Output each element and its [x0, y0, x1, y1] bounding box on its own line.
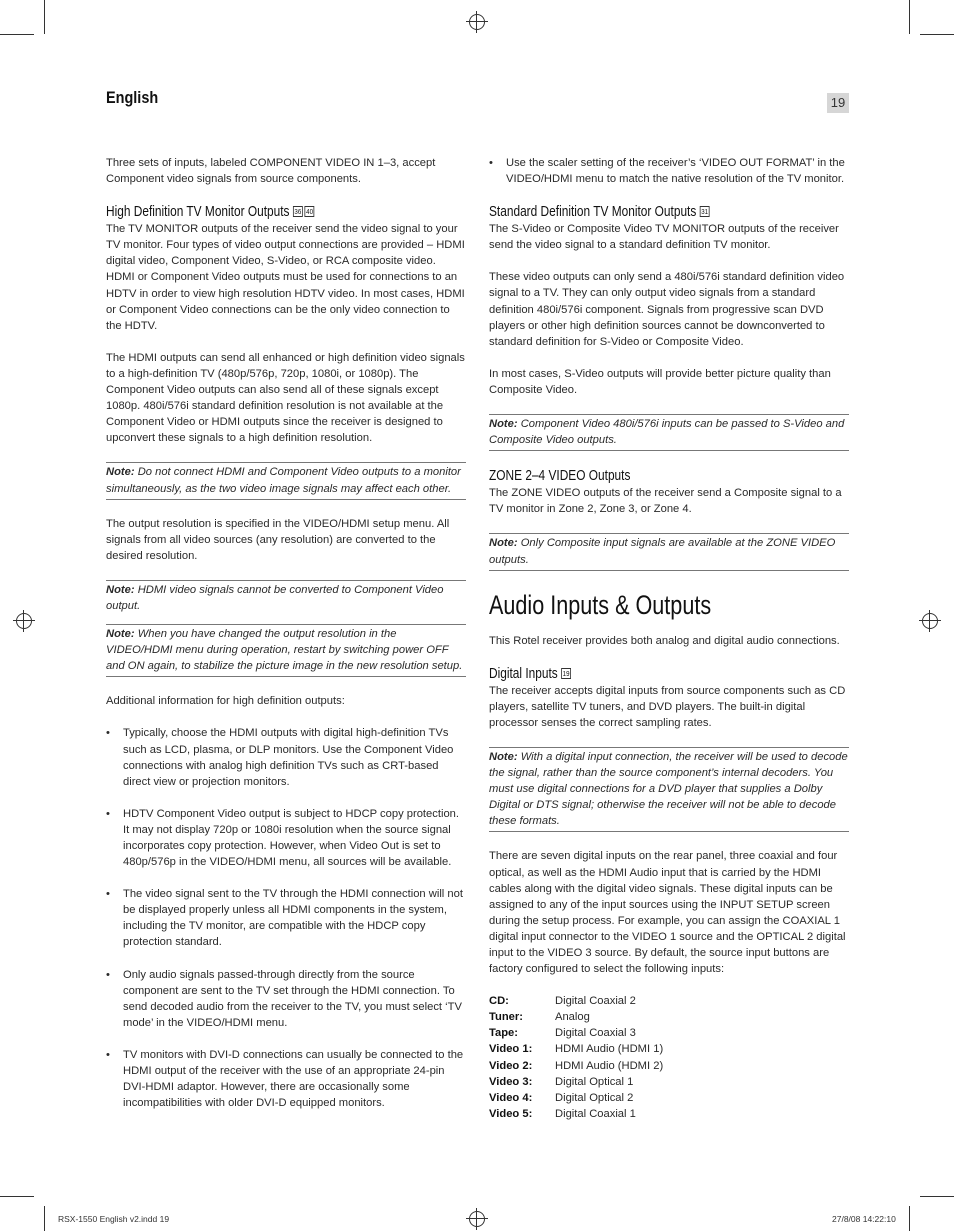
note-box	[106, 462, 466, 499]
source-cell: Video 2:	[489, 1059, 533, 1072]
crop-mark	[920, 1196, 954, 1197]
table-row	[489, 1090, 663, 1106]
bullet-list	[106, 725, 466, 1111]
note-label: Note:	[106, 628, 135, 641]
audio-heading: Audio Inputs & Outputs	[489, 589, 712, 620]
paragraph: In most cases, S-Video outputs will provide better picture quality than Composite Video.	[489, 367, 831, 396]
figure-ref: 31	[701, 207, 709, 217]
input-cell: HDMI Audio (HDMI 2)	[555, 1059, 664, 1072]
crop-mark	[909, 0, 910, 34]
section-heading	[489, 665, 784, 683]
input-table	[489, 993, 663, 1122]
crop-mark	[0, 1196, 34, 1197]
figure-ref: 19	[562, 668, 570, 678]
input-cell: Digital Coaxial 3	[555, 1027, 636, 1040]
note-label: Note:	[489, 537, 518, 550]
input-cell: HDMI Audio (HDMI 1)	[555, 1043, 664, 1056]
registration-mark-icon	[469, 1211, 485, 1227]
table-row	[489, 1041, 663, 1057]
source-cell: Video 4:	[489, 1091, 533, 1104]
input-cell: Digital Coaxial 1	[555, 1107, 636, 1120]
registration-mark-icon	[922, 613, 938, 629]
note-text: When you have changed the output resolution in the VIDEO/HDMI menu during operation, restart by switching power OFF and ON again, to stabilize the picture image in the new resolution setup.	[106, 628, 463, 673]
footer-timestamp: 27/8/08 14:22:10	[832, 1214, 896, 1224]
paragraph: There are seven digital inputs on the rear panel, three coaxial and four optical, as well as the HDMI Audio input that is carried by the HDMI cables along with the digital video signals. These digital inputs can be assigned to any of the input sources using the INPUT SETUP screen during the setup process. For example, you can assign the COAXIAL 1 digital input connector to the VIDEO 1 source and the OPTICAL 2 digital input to the VIDEO 3 source. By default, the source input buttons are factory configured to select the following inputs:	[489, 850, 846, 976]
registration-mark-icon	[469, 14, 485, 30]
note-text: With a digital input connection, the receiver will be used to decode the signal, rather than the source component’s internal decoders. You must use digital connections for a DVD player that supplies a Dolby Digital or DTS signal; otherwise the receiver will not be able to decode these formats.	[489, 750, 848, 828]
table-row	[489, 1009, 663, 1025]
table-row	[489, 993, 663, 1009]
crop-mark	[909, 1206, 910, 1231]
footer-file: RSX-1550 English v2.indd 19	[58, 1214, 170, 1224]
note-box	[106, 624, 466, 677]
source-cell: Video 5:	[489, 1107, 533, 1120]
input-cell: Digital Optical 2	[555, 1091, 634, 1104]
source-cell: Video 1:	[489, 1043, 533, 1056]
source-cell: Tape:	[489, 1027, 519, 1040]
paragraph: The S-Video or Composite Video TV MONITOR outputs of the receiver send the video signal to a standard definition TV monitor.	[489, 223, 839, 252]
source-cell: Tuner:	[489, 1011, 523, 1024]
right-column	[489, 155, 849, 1122]
list-item: • Use the scaler setting of the receiver’s ‘VIDEO OUT FORMAT’ in the VIDEO/HDMI menu to match the native resolution of the TV monitor.	[489, 155, 849, 187]
figure-ref: 36	[294, 207, 302, 217]
note-text: HDMI video signals cannot be converted to Component Video output.	[106, 583, 444, 612]
source-cell: Video 3:	[489, 1075, 533, 1088]
paragraph: The HDMI outputs can send all enhanced or high definition video signals to a high-definition TV (480p/576p, 720p, 1080i, or 1080p). The Component Video outputs can also send all of these signals except 1080p. 480i/576i standard definition resolution is not available at the Component Video or HDMI outputs since the receiver is designed to upconvert these signals to a high definition resolution.	[106, 351, 465, 445]
note-box	[489, 414, 849, 451]
note-text: Do not connect HDMI and Component Video outputs to a monitor simultaneously, as the two video image signals may affect each other.	[106, 466, 461, 495]
section-heading	[489, 203, 784, 221]
crop-mark	[920, 34, 954, 35]
table-row	[489, 1058, 663, 1074]
input-cell: Digital Optical 1	[555, 1075, 634, 1088]
list-item: • Typically, choose the HDMI outputs with digital high-definition TVs such as LCD, plasma, or DLP monitors. Use the Component Video connections with analog high definition TVs such as CRT-based direct view or projection monitors.	[106, 725, 466, 789]
source-cell: CD:	[489, 995, 509, 1008]
paragraph: The ZONE VIDEO outputs of the receiver send a Composite signal to a TV monitor in Zone 2, Zone 3, or Zone 4.	[489, 487, 842, 516]
bullet-list	[489, 155, 849, 187]
paragraph: This Rotel receiver provides both analog and digital audio connections.	[489, 634, 840, 647]
sd-heading: Standard Definition TV Monitor Outputs	[489, 204, 697, 221]
list-item: • Only audio signals passed-through directly from the source component are sent to the TV set through the HDMI connection. To send decoded audio from the receiver to the TV, you must select ‘TV mode’ in the VIDEO/HDMI menu.	[106, 967, 466, 1031]
figure-ref: 40	[306, 207, 314, 217]
paragraph: The receiver accepts digital inputs from source components such as CD players, satellite TV tuners, and DVD players. The built-in digital processor senses the correct sampling rates.	[489, 684, 846, 729]
note-label: Note:	[489, 418, 518, 431]
note-label: Note:	[106, 466, 135, 479]
left-column	[106, 155, 466, 1127]
paragraph: The output resolution is specified in the VIDEO/HDMI setup menu. All signals from all video sources (any resolution) are converted to the desired resolution.	[106, 517, 450, 562]
table-row	[489, 1025, 663, 1041]
paragraph: The TV MONITOR outputs of the receiver send the video signal to your TV monitor. Four types of video output connections are provided – HDMI digital video, Component Video, S-Video, or RCA composite video. HDMI or Component Video outputs must be used for connections to an HDTV in order to view high resolution HDTV video. In most cases, HDMI or Component Video connections can be the only video connection to the HDTV.	[106, 223, 465, 332]
input-cell: Analog	[555, 1011, 590, 1024]
note-box	[489, 533, 849, 570]
crop-mark	[44, 0, 45, 34]
section-heading: ZONE 2–4 VIDEO Outputs	[489, 468, 631, 485]
note-box	[489, 747, 849, 832]
registration-mark-icon	[16, 613, 32, 629]
list-item: • The video signal sent to the TV through the HDMI connection will not be displayed properly unless all HDMI components in the system, including the TV monitor, are compatible with the HDCP copy protection standard.	[106, 886, 466, 950]
note-label: Note:	[489, 750, 518, 763]
language-heading: English	[106, 88, 159, 107]
table-row	[489, 1106, 663, 1122]
crop-mark	[44, 1206, 45, 1231]
note-box	[106, 580, 466, 616]
note-label: Note:	[106, 583, 135, 596]
digital-heading: Digital Inputs	[489, 665, 558, 682]
section-heading	[106, 203, 401, 221]
page-number: 19	[827, 93, 849, 113]
input-cell: Digital Coaxial 2	[555, 995, 636, 1008]
intro-paragraph: Three sets of inputs, labeled COMPONENT VIDEO IN 1–3, accept Component video signals from source components.	[106, 157, 436, 186]
list-item: • TV monitors with DVI-D connections can usually be connected to the HDMI output of the receiver with the use of an appropriate 24-pin DVI-HDMI adaptor. However, there are occasionally some incompatibilities with older DVI-D equipped monitors.	[106, 1047, 466, 1111]
paragraph: These video outputs can only send a 480i/576i standard definition video signal to a TV. They can only output video signals from a standard definition 480i/576i component. Signals from progressive scan DVD players or other high definition sources cannot be downconverted to standard definition for S-Video or Composite Video.	[489, 271, 845, 348]
hd-heading: High Definition TV Monitor Outputs	[106, 204, 290, 221]
table-row	[489, 1074, 663, 1090]
note-text: Only Composite input signals are available at the ZONE VIDEO outputs.	[489, 537, 836, 566]
paragraph: Additional information for high definition outputs:	[106, 695, 345, 708]
list-item: • HDTV Component Video output is subject to HDCP copy protection. It may not display 720p or 1080i resolution when the source signal incorporates copy protection. However, when Video Out is set to 480p/576p in the VIDEO/HDMI menu, all sources will be available.	[106, 806, 466, 870]
note-text: Component Video 480i/576i inputs can be passed to S-Video and Composite Video outputs.	[489, 418, 845, 447]
crop-mark	[0, 34, 34, 35]
